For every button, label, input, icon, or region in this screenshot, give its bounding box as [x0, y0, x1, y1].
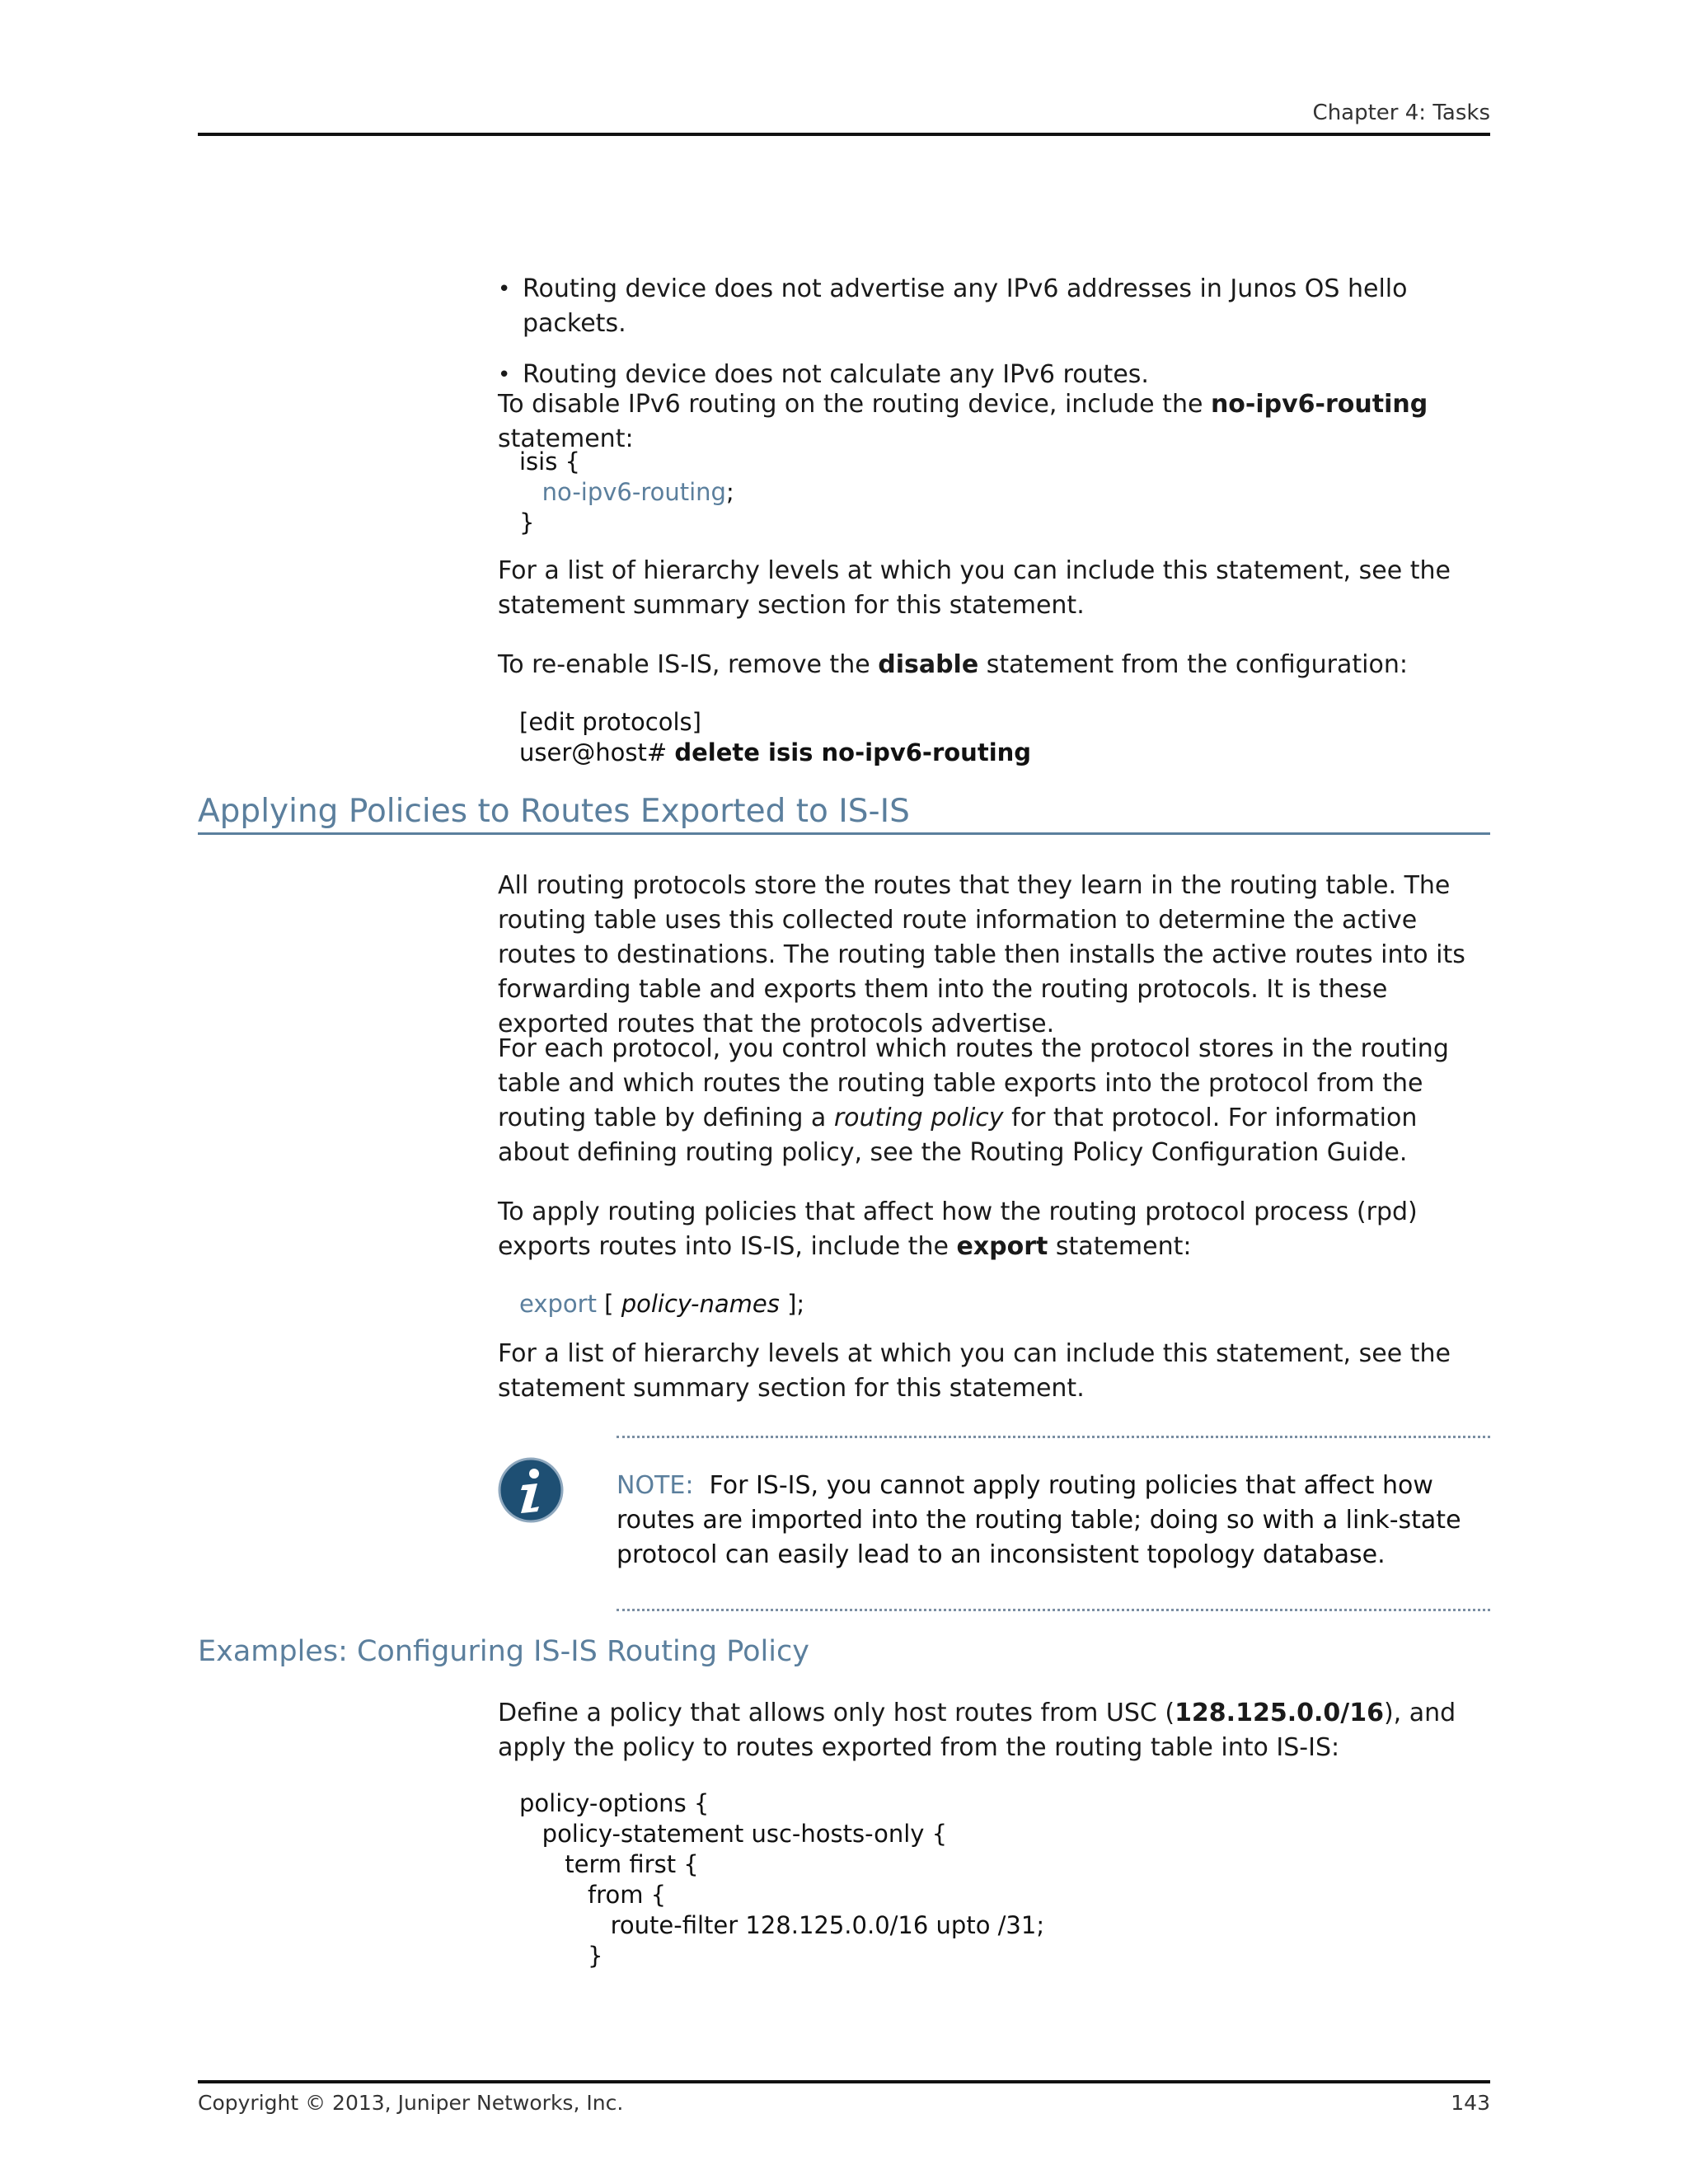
section-title-examples: Examples: Configuring IS-IS Routing Policy — [198, 1635, 809, 1668]
code-line: from { — [519, 1881, 667, 1909]
statement-link[interactable]: export — [519, 1290, 597, 1318]
code-line: no-ipv6-routing; — [542, 478, 734, 506]
bullet-item: • Routing device does not calculate any IPv6 routes. — [498, 358, 1490, 392]
statement-name: no-ipv6-routing — [1210, 390, 1428, 419]
note-rule-bottom — [617, 1609, 1490, 1611]
statement-link[interactable]: no-ipv6-routing — [542, 478, 726, 506]
hierarchy-para: For a list of hierarchy levels at which you can include this statement, see the statement summary section for this statement. — [498, 556, 1451, 620]
code-line: isis { — [519, 448, 581, 476]
disable-ipv6-para: To disable IPv6 routing on the routing device, include the no-ipv6-routing statement: — [498, 390, 1428, 453]
export-para-1: All routing protocols store the routes that they learn in the routing table. The routing table uses this collected route information to determine the active routes to destinations. The routing table then installs the active routes into its forwarding table and exports them into the routing protocols. It is these exported routes that the protocols advertise. — [498, 871, 1465, 1038]
section-rule — [198, 832, 1490, 835]
reenable-para: To re-enable IS-IS, remove the disable statement from the configuration: — [498, 650, 1408, 679]
cli-prompt: user@host# — [519, 738, 675, 766]
code-line: policy-options { — [519, 1789, 710, 1817]
code-line: [edit protocols] — [519, 708, 701, 736]
code-block-isis — [498, 447, 1490, 538]
code-block-cli — [498, 707, 1490, 768]
code-block-policy — [498, 1788, 1490, 1971]
section-title-export: Applying Policies to Routes Exported to IS-IS — [198, 793, 910, 830]
footer-rule — [198, 2080, 1490, 2083]
statement-name: disable — [878, 650, 979, 679]
bullet-item: • Routing device does not advertise any IPv6 addresses in Junos OS hello packets. — [498, 272, 1490, 341]
hierarchy-para: For a list of hierarchy levels at which you can include this statement, see the statement summary section for this statement. — [498, 1339, 1451, 1403]
note-label: NOTE: — [617, 1471, 694, 1500]
code-block-export — [498, 1289, 1490, 1319]
running-header: Chapter 4: Tasks — [1312, 101, 1490, 125]
copyright-text: Copyright © 2013, Juniper Networks, Inc. — [198, 2091, 624, 2115]
code-line: export [ policy-names ]; — [519, 1290, 805, 1318]
cli-command: delete isis no-ipv6-routing — [674, 738, 1032, 766]
export-para-2: For each protocol, you control which routes the protocol stores in the routing table and which routes the routing table exports into the protocol from the routing table by defining a routing policy for that protocol. For information about defining routing policy, see the Routing Policy Configuration Guide. — [498, 1034, 1449, 1167]
header-rule — [198, 133, 1490, 136]
note-rule-top — [617, 1436, 1490, 1438]
code-line: } — [519, 509, 535, 537]
term-italic: routing policy — [833, 1104, 1004, 1132]
note-body: For IS-IS, you cannot apply routing policies that affect how routes are imported into the routing table; doing so with a link-state protocol can easily lead to an inconsistent topology database. — [617, 1471, 1461, 1569]
code-line: } — [519, 1942, 603, 1970]
page-number: 143 — [1451, 2091, 1490, 2115]
code-line: route-filter 128.125.0.0/16 upto /31; — [519, 1911, 1045, 1939]
bullet-list — [498, 272, 1490, 392]
examples-para: Define a policy that allows only host routes from USC (128.125.0.0/16), and apply the policy to routes exported from the routing table into IS-IS: — [498, 1699, 1456, 1762]
code-line: policy-statement usc-hosts-only { — [519, 1820, 948, 1848]
note-text — [617, 1469, 1490, 1572]
statement-name: export — [956, 1232, 1048, 1261]
code-line: term first { — [519, 1850, 699, 1878]
export-para-3: To apply routing policies that affect how the routing protocol process (rpd) exports routes into IS-IS, include the export statement: — [498, 1197, 1418, 1261]
prefix-value: 128.125.0.0/16 — [1175, 1699, 1384, 1727]
code-line — [519, 738, 1490, 768]
info-icon — [498, 1457, 564, 1523]
